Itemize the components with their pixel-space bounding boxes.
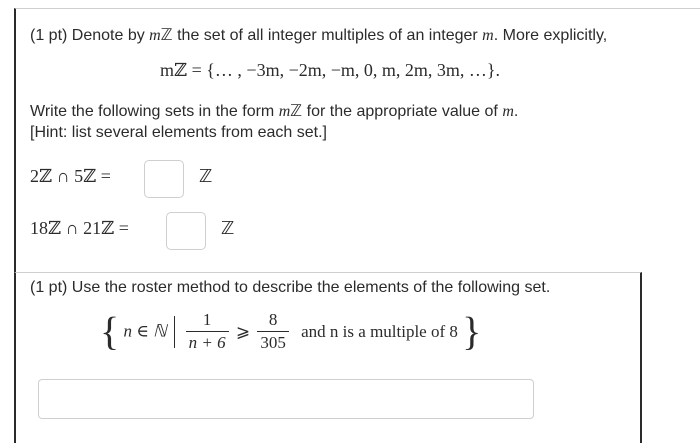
definition-formula: mℤ = {… , −3m, −2m, −m, 0, m, 2m, 3m, …}. bbox=[160, 60, 501, 80]
fraction-2 bbox=[257, 309, 289, 354]
intro-m-variable: m bbox=[482, 27, 494, 44]
fraction-2-denominator: 305 bbox=[260, 333, 286, 352]
instruction-m-variable: m bbox=[502, 103, 514, 120]
question-2-z-suffix: ℤ bbox=[221, 218, 235, 239]
instruction-m-symbol: m bbox=[278, 103, 291, 120]
problem-1-intro bbox=[30, 25, 607, 46]
question-1-answer-input[interactable] bbox=[144, 160, 184, 198]
instruction-z-symbol: ℤ bbox=[290, 101, 303, 120]
instruction-part-b: for the appropriate value of bbox=[302, 103, 503, 120]
problem-2 bbox=[14, 272, 642, 443]
question-2-lhs: 18ℤ ∩ 21ℤ = bbox=[30, 218, 129, 238]
intro-z-symbol: ℤ bbox=[160, 25, 173, 44]
intro-text: (1 pt) Denote by bbox=[30, 27, 150, 44]
instruction-part-a: Write the following sets in the form bbox=[30, 103, 279, 120]
set-variable: n ∈ ℕ bbox=[123, 321, 167, 341]
set-divider bbox=[174, 316, 176, 348]
set-expression bbox=[100, 309, 481, 354]
instruction-text bbox=[30, 101, 518, 122]
problem-2-prompt: (1 pt) Use the roster method to describe the elements of the following set. bbox=[30, 279, 551, 296]
intro-m-symbol: m bbox=[149, 27, 161, 44]
question-2-answer-input[interactable] bbox=[166, 212, 206, 250]
relation-symbol: ⩾ bbox=[235, 321, 251, 341]
intro-text-tail: . More explicitly, bbox=[493, 27, 608, 44]
fraction-2-numerator: 8 bbox=[257, 309, 289, 332]
instruction-period: . bbox=[513, 103, 519, 120]
roster-answer-input[interactable] bbox=[38, 379, 534, 419]
question-1-lhs: 2ℤ ∩ 5ℤ = bbox=[30, 166, 111, 186]
fraction-1-denominator: n + 6 bbox=[188, 333, 226, 352]
set-open-brace: { bbox=[100, 308, 120, 354]
fraction-1-numerator: 1 bbox=[186, 309, 229, 332]
intro-text-rest: the set of all integer multiples of an integer bbox=[172, 27, 483, 44]
set-close-brace: } bbox=[462, 308, 482, 354]
hint-text: [Hint: list several elements from each set.] bbox=[30, 124, 327, 141]
fraction-1 bbox=[186, 309, 229, 354]
question-1-z-suffix: ℤ bbox=[199, 166, 213, 187]
problem-1 bbox=[14, 8, 700, 273]
set-condition: and n is a multiple of 8 bbox=[301, 321, 458, 341]
